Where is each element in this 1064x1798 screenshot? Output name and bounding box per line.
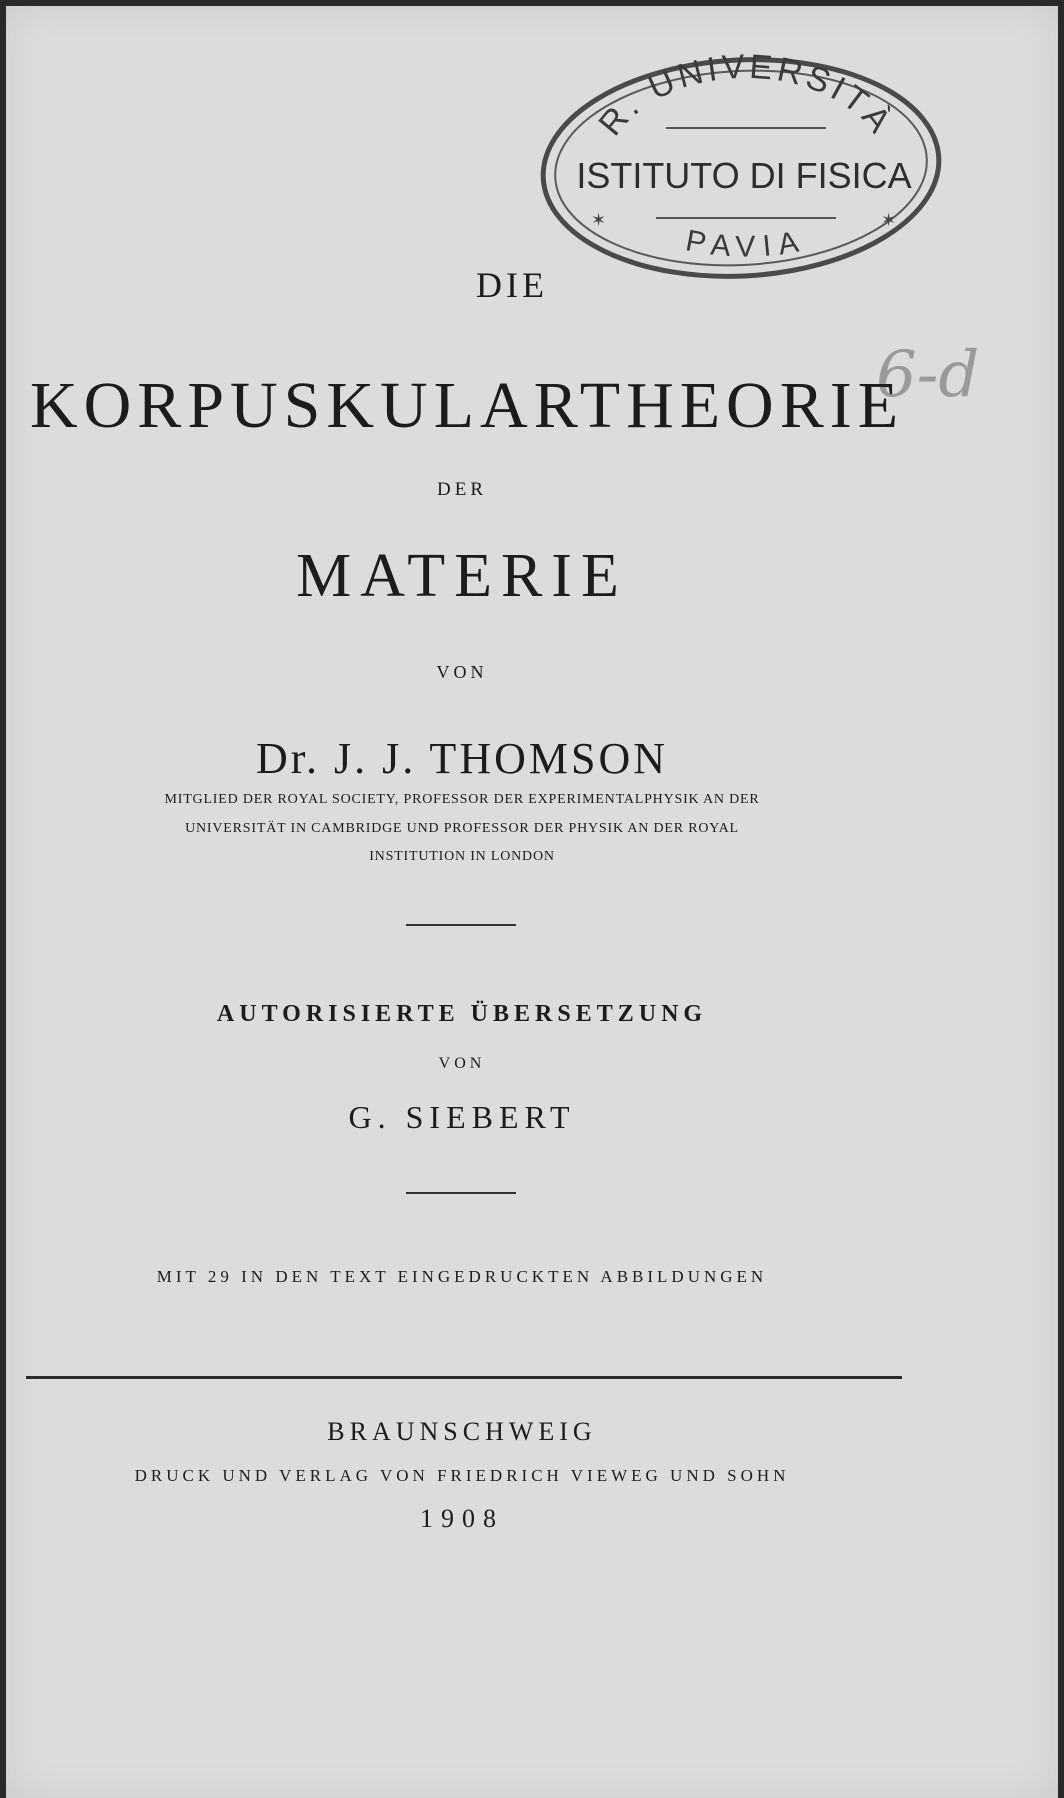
affiliation-line-2: UNIVERSITÄT IN CAMBRIDGE UND PROFESSOR DER PHYSIK AN DER ROYAL bbox=[185, 821, 739, 836]
title-die: DIE bbox=[476, 265, 548, 305]
stamp-top-text: R. UNIVERSITÀ bbox=[591, 48, 901, 143]
affiliation-line-1: MITGLIED DER ROYAL SOCIETY, PROFESSOR DER EXPERIMENTALPHYSIK AN DER bbox=[164, 792, 760, 807]
svg-text:PAVIA bbox=[683, 224, 809, 263]
title-page bbox=[6, 6, 1058, 1798]
title-der: DER bbox=[437, 479, 487, 500]
imprint-rule bbox=[26, 1376, 902, 1379]
stamp-bottom-text: PAVIA bbox=[683, 224, 809, 264]
subtitle-materie: MATERIE bbox=[296, 542, 628, 610]
main-title: KORPUSKULARTHEORIE bbox=[29, 369, 905, 442]
imprint-publisher: DRUCK UND VERLAG VON FRIEDRICH VIEWEG UND SOHN bbox=[134, 1466, 790, 1485]
author-name bbox=[6, 733, 1058, 784]
svg-text:✶: ✶ bbox=[591, 210, 607, 230]
divider-1 bbox=[406, 924, 516, 926]
illustrations-note: MIT 29 IN DEN TEXT EINGEDRUCKTEN ABBILDUNGEN bbox=[156, 1267, 768, 1286]
author-name-text: J. J. THOMSON bbox=[319, 734, 669, 783]
translator-name: G. SIEBERT bbox=[348, 1099, 576, 1135]
translation-label: AUTORISIERTE ÜBERSETZUNG bbox=[216, 1001, 708, 1027]
imprint-year: 1908 bbox=[420, 1504, 504, 1533]
imprint-city: BRAUNSCHWEIG bbox=[327, 1417, 597, 1446]
translation-von: VON bbox=[438, 1055, 486, 1072]
pencil-mark-text: 6-d bbox=[876, 338, 980, 412]
divider-2 bbox=[406, 1192, 516, 1194]
author-von: VON bbox=[436, 662, 488, 682]
author-title-prefix: Dr. bbox=[255, 734, 320, 783]
svg-text:✶: ✶ bbox=[881, 210, 897, 230]
affiliation-line-3: INSTITUTION IN LONDON bbox=[369, 849, 555, 864]
library-stamp bbox=[536, 48, 946, 298]
stamp-center-text: ISTITUTO DI FISICA bbox=[576, 155, 912, 196]
